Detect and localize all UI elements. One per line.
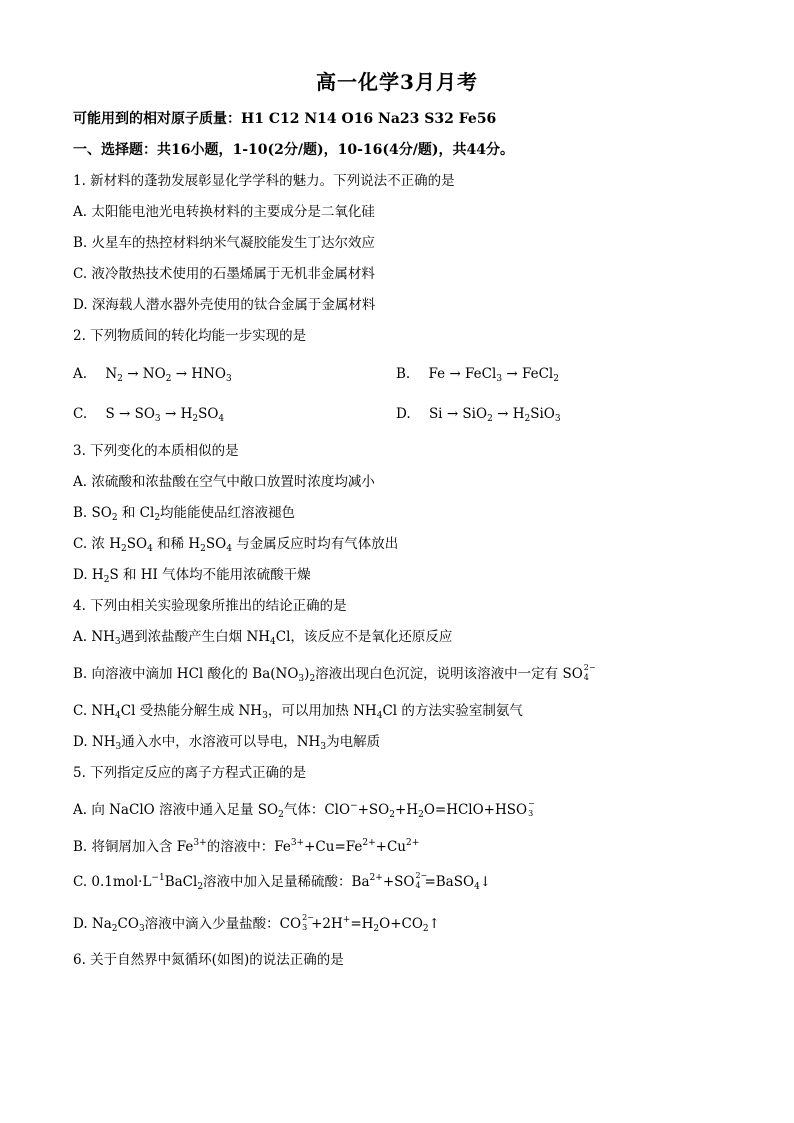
q2-stem: 2. 下列物质间的转化均能一步实现的是	[73, 328, 307, 344]
q5-option-c: C. $0.1mol\cdot L^{-1}BaCl_2$溶液中加入足量稀硫酸：$Ba^{2+}+SO$ 2− 4 =BaSO$_4$↓	[73, 871, 492, 892]
q2-option-d: D. $Si \to SiO_2 \to H_2SiO_3$	[396, 406, 561, 424]
q3-option-c: C. 浓 $H_2SO_4$ 和稀 $H_2SO_4$ 与金属反应时均有气体放出	[73, 536, 399, 554]
q4-option-a: A. $NH_3$遇到浓盐酸产生白烟 $NH_4Cl$，该反应不是氧化还原反应	[73, 629, 453, 647]
q3-option-d: D. $H_2S$ 和 HI 气体均不能用浓硫酸干燥	[73, 567, 311, 585]
q1-stem: 1. 新材料的蓬勃发展彰显化学学科的魅力。下列说法不正确的是	[73, 173, 455, 189]
atomic-masses: 可能用到的相对原子质量：H1 C12 N14 O16 Na23 S32 Fe56	[73, 111, 497, 127]
q6-stem: 6. 关于自然界中氮循环(如图)的说法正确的是	[73, 952, 344, 968]
q3-option-a: A. 浓硫酸和浓盐酸在空气中敞口放置时浓度均减小	[73, 474, 375, 490]
q4-option-c: C. $NH_4Cl$ 受热能分解生成 $NH_3$，可以用加热 $NH_4Cl$ 的方法实验室制氨气	[73, 703, 523, 721]
q4-stem: 4. 下列由相关实验现象所推出的结论正确的是	[73, 598, 347, 614]
q3-option-b: B. $SO_2$ 和 $Cl_2$均能能使品红溶液褪色	[73, 505, 296, 523]
page-title: 高一化学3月月考	[316, 70, 478, 94]
q4-option-d: D. $NH_3$通入水中，水溶液可以导电，$NH_3$为电解质	[73, 734, 381, 752]
section-heading: 一、选择题：共16小题，1-10(2分/题)，10-16(4分/题)，共44分。	[73, 142, 514, 158]
q1-option-d: D. 深海载人潜水器外壳使用的钛合金属于金属材料	[73, 297, 376, 313]
q2-option-c: C. $S \to SO_3 \to H_2SO_4$	[73, 406, 225, 424]
q4-option-b: B. 向溶液中滴加 HCl 酸化的 $Ba(NO_3)_2$溶液出现白色沉淀，说明该溶液中一定有 SO 2− 4	[73, 663, 596, 684]
q2-option-a: A. $N_2 \to NO_2 \to HNO_3$	[73, 366, 232, 384]
q3-stem: 3. 下列变化的本质相似的是	[73, 443, 239, 459]
q1-option-a: A. 太阳能电池光电转换材料的主要成分是二氧化硅	[73, 204, 375, 220]
q5-stem: 5. 下列指定反应的离子方程式正确的是	[73, 765, 307, 781]
q5-option-d: D. $Na_2CO_3$溶液中滴入少量盐酸：CO 2− 3 $+2H^+=H_2O+CO_2↑$	[73, 913, 440, 934]
q5-option-a: A. 向 NaClO 溶液中通入足量 $SO_2$气体：$ClO^-+SO_2+H_2O=HClO+HSO$ − 3	[73, 799, 535, 820]
q1-option-c: C. 液冷散热技术使用的石墨烯属于无机非金属材料	[73, 266, 375, 282]
q1-option-b: B. 火星车的热控材料纳米气凝胶能发生丁达尔效应	[73, 235, 376, 251]
q5-option-b: B. 将铜屑加入含 $Fe^{3+}$的溶液中：$Fe^{3+}+Cu=Fe^{2+}+Cu^{2+}$	[73, 838, 420, 855]
q2-option-b: B. Fe → FeCl$_3$ → FeCl$_2$	[396, 366, 559, 384]
